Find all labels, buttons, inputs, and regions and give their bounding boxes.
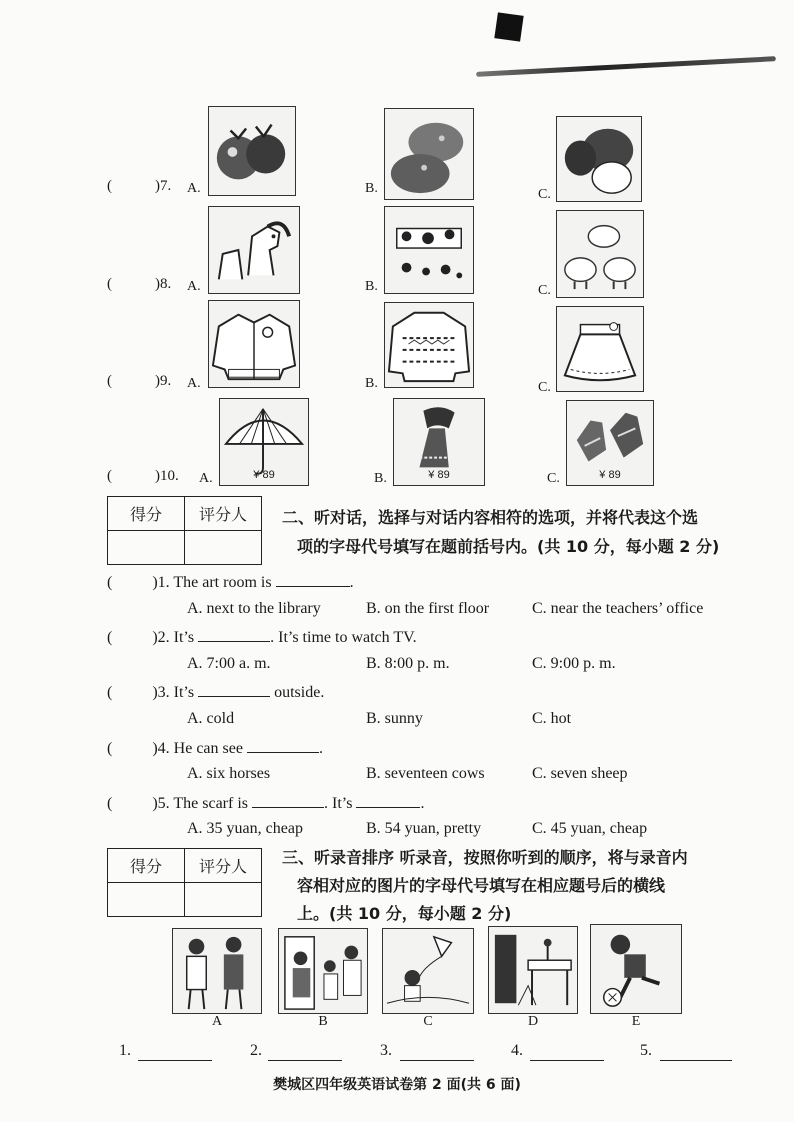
- answer-2-blank[interactable]: [268, 1046, 342, 1061]
- q7-option-a-label: A.: [187, 181, 201, 196]
- q8-option-b-label: B.: [365, 279, 378, 294]
- question-10-number: )10.: [155, 468, 179, 484]
- section3-heading-line2: 容相对应的图片的字母代号填写在相应题号后的横线: [297, 876, 666, 895]
- question-7-number: )7.: [155, 178, 172, 194]
- umbrella-image: [219, 398, 309, 486]
- q9-option-c-label: C.: [538, 380, 551, 395]
- q2-choice-a: A. 7:00 a. m.: [187, 655, 271, 672]
- section3-heading-line3: 上。(共 10 分，每小题 2 分): [297, 904, 512, 923]
- answer-blank[interactable]: [198, 627, 270, 642]
- sweater-image: [384, 302, 474, 388]
- q9-option-b-label: B.: [365, 376, 378, 391]
- skirt-image: [556, 306, 644, 392]
- answer-1-blank[interactable]: [138, 1046, 212, 1061]
- q1-choice-c: C. near the teachers’ office: [532, 600, 704, 617]
- question-9-number: )9.: [155, 373, 172, 389]
- q3-choice-a: A. cold: [187, 710, 235, 727]
- q7-option-c-label: C.: [538, 187, 551, 202]
- section2-question-2: ( )2. It’s . It’s time to watch TV.: [107, 629, 417, 646]
- answer-paren-open: (: [107, 276, 112, 292]
- answer-paren-open: (: [107, 468, 112, 484]
- answer-4-label: 4.: [511, 1042, 523, 1059]
- answer-1-label: 1.: [119, 1042, 131, 1059]
- answer-3-blank[interactable]: [400, 1046, 474, 1061]
- picture-a-label: A: [211, 1014, 223, 1029]
- sheep-image: [556, 210, 644, 298]
- scarf-price: ¥ 89: [428, 469, 450, 481]
- answer-blank[interactable]: [356, 793, 420, 808]
- q5-choice-c: C. 45 yuan, cheap: [532, 820, 648, 837]
- answer-paren-open: (: [107, 178, 112, 194]
- section2-heading-line2: 项的字母代号填写在题前括号内。(共 10 分，每小题 2 分): [297, 537, 720, 556]
- cows-image: [384, 206, 474, 294]
- q3-choice-c: C. hot: [532, 710, 572, 727]
- section3-heading-line1: 三、听录音排序 听录音，按照你听到的顺序，将与录音内: [282, 848, 688, 867]
- section2-question-3: ( )3. It’s outside.: [107, 684, 325, 701]
- q1-choice-a: A. next to the library: [187, 600, 321, 617]
- answer-blank[interactable]: [252, 793, 324, 808]
- score-cell[interactable]: [108, 531, 185, 565]
- page-footer: 樊城区四年级英语试卷第 2 面(共 6 面): [273, 1077, 521, 1093]
- q4-choice-c: C. seven sheep: [532, 765, 628, 782]
- q4-choice-b: B. seventeen cows: [366, 765, 485, 782]
- q7-option-b-label: B.: [365, 181, 378, 196]
- horses-image: [208, 206, 300, 294]
- q10-option-c-label: C.: [547, 471, 560, 486]
- answer-blank[interactable]: [276, 572, 350, 587]
- score-label: 得分: [108, 497, 185, 531]
- q8-option-a-label: A.: [187, 279, 201, 294]
- picture-b-label: B: [318, 1014, 328, 1029]
- q5-choice-a: A. 35 yuan, cheap: [187, 820, 303, 837]
- classroom-table-image: [488, 926, 578, 1014]
- q10-option-b-label: B.: [374, 471, 387, 486]
- score-box-section3: [107, 848, 262, 917]
- q10-option-a-label: A.: [199, 471, 213, 486]
- grader-label: 评分人: [185, 497, 262, 531]
- two-men-talking-image: [172, 928, 262, 1014]
- grader-cell[interactable]: [185, 531, 262, 565]
- answer-paren-open: (: [107, 373, 112, 389]
- score-label: 得分: [108, 849, 185, 883]
- q1-choice-b: B. on the first floor: [366, 600, 490, 617]
- q8-option-c-label: C.: [538, 283, 551, 298]
- q5-choice-b: B. 54 yuan, pretty: [366, 820, 482, 837]
- answer-5-label: 5.: [640, 1042, 652, 1059]
- q2-choice-c: C. 9:00 p. m.: [532, 655, 616, 672]
- q2-choice-b: B. 8:00 p. m.: [366, 655, 450, 672]
- scan-smudge-line: [476, 56, 776, 77]
- umbrella-price: ¥ 89: [253, 469, 275, 481]
- score-box-section2: [107, 496, 262, 565]
- answer-4-blank[interactable]: [530, 1046, 604, 1061]
- gloves-image: [566, 400, 654, 486]
- boy-playing-football-image: [590, 924, 682, 1014]
- section2-question-5: ( )5. The scarf is . It’s .: [107, 795, 425, 812]
- scarf-image: [393, 398, 485, 486]
- family-at-door-image: [278, 928, 368, 1014]
- picture-c-label: C: [423, 1014, 433, 1029]
- grader-label: 评分人: [185, 849, 262, 883]
- score-cell[interactable]: [108, 883, 185, 917]
- tomatoes-image: [208, 106, 296, 196]
- boy-flying-kite-image: [382, 928, 474, 1014]
- potatoes-image: [384, 108, 474, 200]
- onions-and-eggs-image: [556, 116, 642, 202]
- q9-option-a-label: A.: [187, 376, 201, 391]
- answer-blank[interactable]: [247, 738, 319, 753]
- picture-e-label: E: [631, 1014, 641, 1029]
- section2-question-4: ( )4. He can see .: [107, 740, 323, 757]
- picture-d-label: D: [527, 1014, 539, 1029]
- section2-heading-line1: 二、听对话，选择与对话内容相符的选项，并将代表这个选: [282, 508, 699, 527]
- answer-3-label: 3.: [380, 1042, 392, 1059]
- gloves-price: ¥ 89: [599, 469, 621, 481]
- answer-2-label: 2.: [250, 1042, 262, 1059]
- answer-blank[interactable]: [198, 682, 270, 697]
- section2-question-1: ( )1. The art room is .: [107, 574, 354, 591]
- question-8-number: )8.: [155, 276, 172, 292]
- q3-choice-b: B. sunny: [366, 710, 423, 727]
- q4-choice-a: A. six horses: [187, 765, 271, 782]
- corner-mark: [494, 12, 523, 41]
- jacket-image: [208, 300, 300, 388]
- answer-5-blank[interactable]: [660, 1046, 732, 1061]
- grader-cell[interactable]: [185, 883, 262, 917]
